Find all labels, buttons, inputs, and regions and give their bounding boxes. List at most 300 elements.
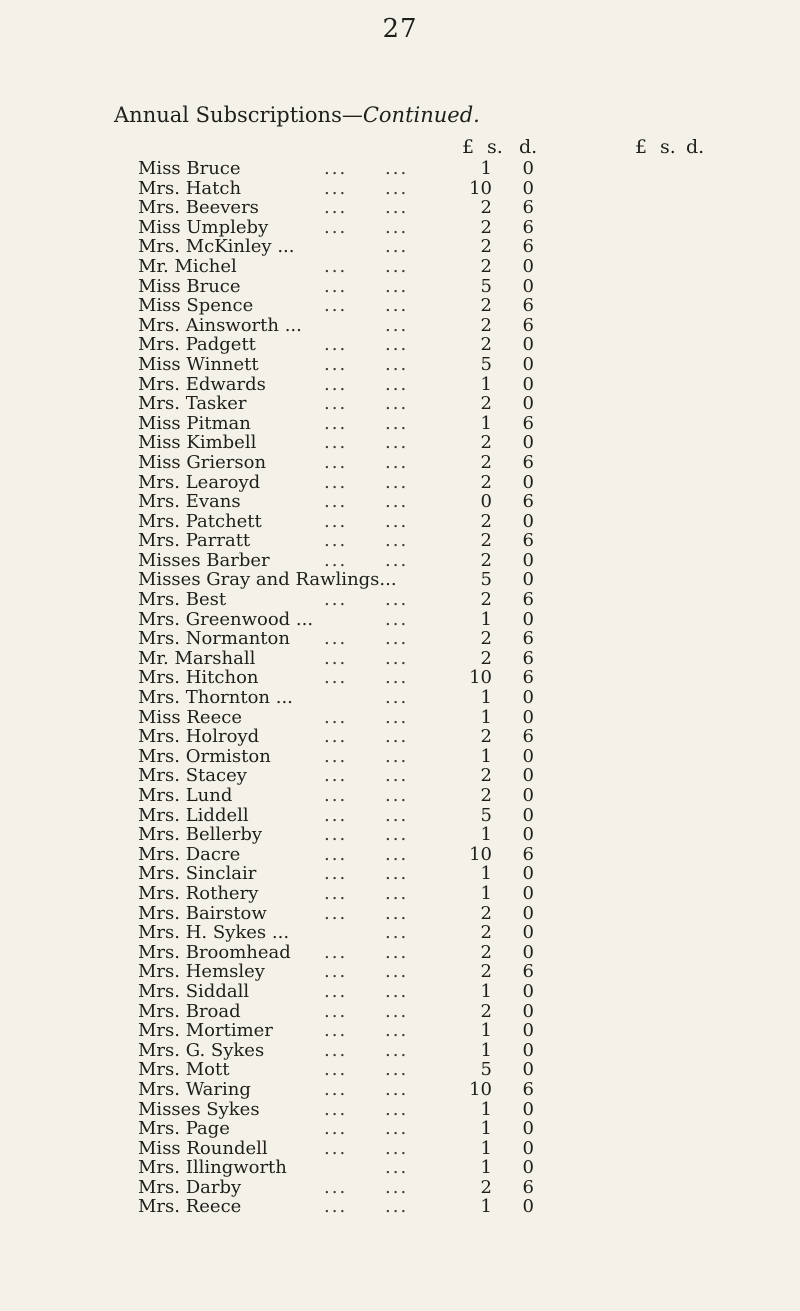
subscriber-name: Mrs. Dacre — [138, 843, 241, 865]
leader-dots: ... — [324, 491, 348, 513]
leader-dots: ... — [385, 1098, 409, 1120]
amount-shillings: 2 — [480, 765, 492, 787]
amount-pence: 0 — [522, 1118, 534, 1140]
leader-dots: ... — [385, 824, 409, 846]
subscription-row — [138, 668, 558, 688]
subscriber-name: Miss Grierson — [138, 451, 267, 473]
amount-pence: 0 — [522, 922, 534, 944]
amount-pence: 0 — [522, 902, 534, 924]
leader-dots: ... — [385, 1059, 409, 1081]
section-heading — [114, 103, 480, 127]
leader-dots: ... — [385, 197, 409, 219]
amount-shillings: 2 — [480, 530, 492, 552]
leader-dots: ... — [324, 726, 348, 748]
subscription-row — [138, 1100, 558, 1120]
subscriber-name: Mrs. Sinclair — [138, 863, 257, 885]
subscription-row — [138, 355, 558, 375]
subscriber-name: Mrs. Waring — [138, 1078, 251, 1100]
subscriber-name: Miss Bruce — [138, 158, 241, 179]
amount-pence: 6 — [522, 236, 534, 258]
amount-shillings: 2 — [480, 334, 492, 356]
subscription-row — [138, 433, 558, 453]
leader-dots: ... — [324, 1118, 348, 1140]
leader-dots: ... — [324, 765, 348, 787]
amount-pence: 6 — [522, 530, 534, 552]
leader-dots: ... — [385, 765, 409, 787]
subscription-row — [138, 629, 558, 649]
leader-dots: ... — [385, 373, 409, 395]
leader-dots: ... — [324, 745, 348, 767]
amount-pence: 0 — [522, 177, 534, 199]
subscriber-name: Mrs. Ormiston — [138, 745, 271, 767]
amount-pence: 0 — [522, 1059, 534, 1081]
leader-dots: ... — [324, 295, 348, 317]
amount-pence: 0 — [522, 373, 534, 395]
subscription-list — [138, 159, 558, 1217]
column-header-total-pence: d. — [686, 136, 705, 158]
amount-shillings: 5 — [480, 1059, 492, 1081]
amount-pence: 6 — [522, 1078, 534, 1100]
subscription-row — [138, 1041, 558, 1061]
page-number: 27 — [382, 14, 418, 44]
leader-dots: ... — [385, 961, 409, 983]
amount-pence: 0 — [522, 549, 534, 571]
leader-dots: ... — [385, 1039, 409, 1061]
subscriber-name: Mrs. Liddell — [138, 804, 249, 826]
leader-dots: ... — [324, 275, 348, 297]
subscriber-name: Mrs. Beevers — [138, 197, 259, 219]
subscription-row — [138, 316, 558, 336]
leader-dots: ... — [385, 745, 409, 767]
amount-shillings: 5 — [480, 275, 492, 297]
amount-pence: 6 — [522, 295, 534, 317]
amount-pence: 6 — [522, 412, 534, 434]
subscriber-name: Mrs. Reece — [138, 1196, 242, 1218]
leader-dots: ... — [385, 1176, 409, 1198]
subscriber-name: Mrs. Darby — [138, 1176, 242, 1198]
subscription-row — [138, 492, 558, 512]
amount-pence: 0 — [522, 275, 534, 297]
amount-pence: 0 — [522, 1137, 534, 1159]
amount-shillings: 2 — [480, 471, 492, 493]
leader-dots: ... — [385, 726, 409, 748]
leader-dots: ... — [385, 432, 409, 454]
leader-dots: ... — [385, 255, 409, 277]
amount-pence: 0 — [522, 706, 534, 728]
leader-dots: ... — [385, 804, 409, 826]
leader-dots: ... — [324, 980, 348, 1002]
leader-dots: ... — [385, 236, 409, 258]
amount-shillings: 2 — [480, 902, 492, 924]
subscriber-name: Misses Sykes — [138, 1098, 260, 1120]
amount-shillings: 1 — [480, 1039, 492, 1061]
subscriber-name: Misses Gray and Rawlings... — [138, 569, 397, 591]
amount-pence: 0 — [522, 882, 534, 904]
amount-shillings: 1 — [480, 863, 492, 885]
column-header-total-shillings: s. — [660, 136, 676, 158]
subscription-row — [138, 590, 558, 610]
subscriber-name: Miss Pitman — [138, 412, 251, 434]
amount-shillings: 2 — [480, 510, 492, 532]
subscriber-name: Mr. Marshall — [138, 647, 256, 669]
subscription-row — [138, 473, 558, 493]
amount-pence: 0 — [522, 1020, 534, 1042]
leader-dots: ... — [385, 980, 409, 1002]
leader-dots: ... — [324, 804, 348, 826]
subscription-row — [138, 453, 558, 473]
amount-shillings: 1 — [480, 1020, 492, 1042]
subscription-row — [138, 1197, 558, 1217]
subscriber-name: Mrs. Page — [138, 1118, 230, 1140]
subscriber-name: Miss Reece — [138, 706, 242, 728]
amount-pence: 6 — [522, 961, 534, 983]
amount-pence: 6 — [522, 628, 534, 650]
subscriber-name: Mrs. Bellerby — [138, 824, 263, 846]
amount-pence: 0 — [522, 980, 534, 1002]
subscriber-name: Miss Spence — [138, 295, 254, 317]
amount-shillings: 1 — [480, 745, 492, 767]
leader-dots: ... — [385, 882, 409, 904]
subscriber-name: Mrs. Rothery — [138, 882, 259, 904]
leader-dots: ... — [324, 373, 348, 395]
amount-shillings: 2 — [480, 255, 492, 277]
leader-dots: ... — [385, 608, 409, 630]
leader-dots: ... — [324, 158, 348, 179]
amount-pence: 0 — [522, 255, 534, 277]
subscriber-name: Mrs. Evans — [138, 491, 241, 513]
subscription-row — [138, 943, 558, 963]
amount-pence: 0 — [522, 353, 534, 375]
leader-dots: ... — [324, 882, 348, 904]
leader-dots: ... — [385, 158, 409, 179]
subscriber-name: Miss Winnett — [138, 353, 259, 375]
amount-shillings: 1 — [480, 1196, 492, 1218]
amount-shillings: 1 — [480, 608, 492, 630]
leader-dots: ... — [324, 824, 348, 846]
subscriber-name: Mrs. Padgett — [138, 334, 256, 356]
leader-dots: ... — [385, 1137, 409, 1159]
subscriber-name: Mrs. Stacey — [138, 765, 247, 787]
subscriber-name: Mrs. Mott — [138, 1059, 230, 1081]
leader-dots: ... — [385, 647, 409, 669]
amount-shillings: 1 — [480, 706, 492, 728]
amount-shillings: 1 — [480, 980, 492, 1002]
subscription-row — [138, 1139, 558, 1159]
subscription-row — [138, 1178, 558, 1198]
amount-pence: 0 — [522, 863, 534, 885]
subscriber-name: Mrs. Illingworth — [138, 1157, 287, 1179]
subscription-row — [138, 218, 558, 238]
amount-pence: 6 — [522, 197, 534, 219]
leader-dots: ... — [385, 941, 409, 963]
amount-pence: 0 — [522, 608, 534, 630]
leader-dots: ... — [385, 1118, 409, 1140]
leader-dots: ... — [324, 255, 348, 277]
leader-dots: ... — [385, 687, 409, 709]
leader-dots: ... — [324, 647, 348, 669]
subscription-row — [138, 257, 558, 277]
leader-dots: ... — [324, 863, 348, 885]
subscriber-name: Miss Umpleby — [138, 216, 269, 238]
amount-pence: 0 — [522, 804, 534, 826]
amount-shillings: 2 — [480, 726, 492, 748]
subscription-row — [138, 708, 558, 728]
leader-dots: ... — [385, 1078, 409, 1100]
leader-dots: ... — [385, 177, 409, 199]
column-header-total-pounds: £ — [635, 136, 648, 158]
leader-dots: ... — [385, 275, 409, 297]
subscription-row — [138, 923, 558, 943]
amount-shillings: 10 — [469, 177, 492, 199]
subscription-row — [138, 845, 558, 865]
amount-shillings: 2 — [480, 295, 492, 317]
leader-dots: ... — [385, 334, 409, 356]
amount-pence: 0 — [522, 785, 534, 806]
amount-shillings: 1 — [480, 882, 492, 904]
subscription-row — [138, 1119, 558, 1139]
subscription-row — [138, 1158, 558, 1178]
subscription-row — [138, 531, 558, 551]
leader-dots: ... — [324, 412, 348, 434]
leader-dots: ... — [385, 412, 409, 434]
amount-shillings: 1 — [480, 687, 492, 709]
subscription-row — [138, 512, 558, 532]
subscriber-name: Mrs. Learoyd — [138, 471, 261, 493]
leader-dots: ... — [324, 706, 348, 728]
amount-shillings: 1 — [480, 158, 492, 179]
subscription-row — [138, 688, 558, 708]
amount-shillings: 2 — [480, 549, 492, 571]
leader-dots: ... — [324, 1098, 348, 1120]
amount-pence: 0 — [522, 1039, 534, 1061]
subscriber-name: Mrs. Hatch — [138, 177, 242, 199]
leader-dots: ... — [324, 785, 348, 806]
amount-pence: 0 — [522, 471, 534, 493]
leader-dots: ... — [324, 902, 348, 924]
leader-dots: ... — [324, 197, 348, 219]
subscription-row — [138, 649, 558, 669]
subscriber-name: Mrs. McKinley ... — [138, 236, 295, 258]
amount-shillings: 10 — [469, 843, 492, 865]
leader-dots: ... — [385, 589, 409, 611]
leader-dots: ... — [385, 314, 409, 336]
subscriber-name: Miss Roundell — [138, 1137, 268, 1159]
amount-pence: 0 — [522, 510, 534, 532]
leader-dots: ... — [324, 451, 348, 473]
amount-shillings: 1 — [480, 1098, 492, 1120]
subscription-row — [138, 982, 558, 1002]
subscription-row — [138, 570, 558, 590]
subscription-row — [138, 414, 558, 434]
subscription-row — [138, 727, 558, 747]
leader-dots: ... — [385, 549, 409, 571]
amount-pence: 0 — [522, 1157, 534, 1179]
leader-dots: ... — [324, 1196, 348, 1218]
amount-shillings: 2 — [480, 1176, 492, 1198]
subscription-row — [138, 277, 558, 297]
leader-dots: ... — [324, 334, 348, 356]
amount-shillings: 10 — [469, 1078, 492, 1100]
leader-dots: ... — [385, 1020, 409, 1042]
subscriber-name: Mrs. Hemsley — [138, 961, 265, 983]
leader-dots: ... — [324, 589, 348, 611]
amount-pence: 0 — [522, 745, 534, 767]
amount-pence: 0 — [522, 334, 534, 356]
amount-pence: 0 — [522, 569, 534, 591]
leader-dots: ... — [385, 393, 409, 415]
amount-pence: 6 — [522, 843, 534, 865]
leader-dots: ... — [324, 393, 348, 415]
amount-pence: 0 — [522, 687, 534, 709]
amount-pence: 0 — [522, 1000, 534, 1022]
amount-shillings: 2 — [480, 589, 492, 611]
amount-pence: 0 — [522, 941, 534, 963]
amount-pence: 0 — [522, 393, 534, 415]
leader-dots: ... — [385, 530, 409, 552]
amount-shillings: 1 — [480, 412, 492, 434]
subscriber-name: Mrs. Thornton ... — [138, 687, 293, 709]
amount-pence: 6 — [522, 1176, 534, 1198]
amount-shillings: 2 — [480, 451, 492, 473]
leader-dots: ... — [324, 1000, 348, 1022]
leader-dots: ... — [385, 628, 409, 650]
amount-shillings: 2 — [480, 961, 492, 983]
subscriber-name: Mrs. Tasker — [138, 393, 247, 415]
subscription-row — [138, 335, 558, 355]
leader-dots: ... — [324, 1078, 348, 1100]
leader-dots: ... — [324, 1039, 348, 1061]
amount-shillings: 2 — [480, 216, 492, 238]
subscription-row — [138, 179, 558, 199]
amount-shillings: 1 — [480, 824, 492, 846]
subscription-row — [138, 786, 558, 806]
leader-dots: ... — [324, 843, 348, 865]
amount-shillings: 5 — [480, 569, 492, 591]
subscriber-name: Mr. Michel — [138, 255, 237, 277]
subscriber-name: Mrs. Patchett — [138, 510, 262, 532]
amount-shillings: 0 — [480, 491, 492, 513]
heading-continued: Continued. — [362, 103, 480, 127]
subscription-row — [138, 394, 558, 414]
subscription-row — [138, 237, 558, 257]
leader-dots: ... — [324, 530, 348, 552]
subscription-row — [138, 1080, 558, 1100]
subscriber-name: Mrs. Broad — [138, 1000, 241, 1022]
leader-dots: ... — [324, 353, 348, 375]
amount-pence: 0 — [522, 1098, 534, 1120]
subscription-row — [138, 610, 558, 630]
amount-shillings: 2 — [480, 1000, 492, 1022]
amount-pence: 6 — [522, 451, 534, 473]
amount-shillings: 1 — [480, 1118, 492, 1140]
leader-dots: ... — [385, 353, 409, 375]
leader-dots: ... — [385, 510, 409, 532]
amount-shillings: 2 — [480, 393, 492, 415]
subscriber-name: Mrs. Broomhead — [138, 941, 291, 963]
subscription-row — [138, 159, 558, 179]
leader-dots: ... — [385, 1000, 409, 1022]
amount-shillings: 2 — [480, 647, 492, 669]
leader-dots: ... — [385, 491, 409, 513]
leader-dots: ... — [324, 1059, 348, 1081]
leader-dots: ... — [324, 1176, 348, 1198]
leader-dots: ... — [385, 216, 409, 238]
subscriber-name: Mrs. Holroyd — [138, 726, 260, 748]
amount-pence: 6 — [522, 726, 534, 748]
leader-dots: ... — [324, 1137, 348, 1159]
subscriber-name: Mrs. Parratt — [138, 530, 251, 552]
leader-dots: ... — [385, 706, 409, 728]
subscriber-name: Mrs. Lund — [138, 785, 233, 806]
subscription-row — [138, 551, 558, 571]
leader-dots: ... — [385, 902, 409, 924]
amount-shillings: 5 — [480, 353, 492, 375]
amount-shillings: 2 — [480, 785, 492, 806]
subscriber-name: Mrs. Edwards — [138, 373, 266, 395]
leader-dots: ... — [324, 549, 348, 571]
column-header-pence: d. — [519, 136, 538, 158]
leader-dots: ... — [324, 177, 348, 199]
leader-dots: ... — [324, 216, 348, 238]
subscription-row — [138, 296, 558, 316]
amount-shillings: 2 — [480, 236, 492, 258]
amount-shillings: 2 — [480, 314, 492, 336]
heading-main: Annual Subscriptions— — [114, 103, 363, 127]
subscriber-name: Misses Barber — [138, 549, 270, 571]
amount-shillings: 10 — [469, 667, 492, 689]
amount-shillings: 1 — [480, 1137, 492, 1159]
subscriber-name: Miss Kimbell — [138, 432, 257, 454]
subscription-row — [138, 1021, 558, 1041]
amount-pence: 0 — [522, 432, 534, 454]
leader-dots: ... — [324, 628, 348, 650]
leader-dots: ... — [385, 922, 409, 944]
leader-dots: ... — [385, 471, 409, 493]
amount-shillings: 2 — [480, 197, 492, 219]
amount-shillings: 2 — [480, 922, 492, 944]
amount-pence: 0 — [522, 765, 534, 787]
amount-pence: 0 — [522, 824, 534, 846]
subscription-row — [138, 1002, 558, 1022]
column-header-pounds: £ — [462, 136, 475, 158]
leader-dots: ... — [385, 1196, 409, 1218]
amount-pence: 6 — [522, 314, 534, 336]
subscription-row — [138, 825, 558, 845]
amount-pence: 6 — [522, 491, 534, 513]
leader-dots: ... — [324, 1020, 348, 1042]
subscriber-name: Mrs. Normanton — [138, 628, 290, 650]
amount-pence: 6 — [522, 647, 534, 669]
leader-dots: ... — [385, 1157, 409, 1179]
leader-dots: ... — [385, 863, 409, 885]
leader-dots: ... — [324, 667, 348, 689]
amount-shillings: 2 — [480, 432, 492, 454]
leader-dots: ... — [324, 961, 348, 983]
subscription-row — [138, 766, 558, 786]
subscriber-name: Mrs. G. Sykes — [138, 1039, 265, 1061]
subscriber-name: Miss Bruce — [138, 275, 241, 297]
subscription-row — [138, 375, 558, 395]
amount-shillings: 1 — [480, 1157, 492, 1179]
leader-dots: ... — [385, 295, 409, 317]
subscription-row — [138, 806, 558, 826]
subscription-row — [138, 1060, 558, 1080]
subscriber-name: Mrs. H. Sykes ... — [138, 922, 290, 944]
leader-dots: ... — [385, 843, 409, 865]
subscriber-name: Mrs. Greenwood ... — [138, 608, 314, 630]
leader-dots: ... — [385, 451, 409, 473]
subscriber-name: Mrs. Bairstow — [138, 902, 267, 924]
